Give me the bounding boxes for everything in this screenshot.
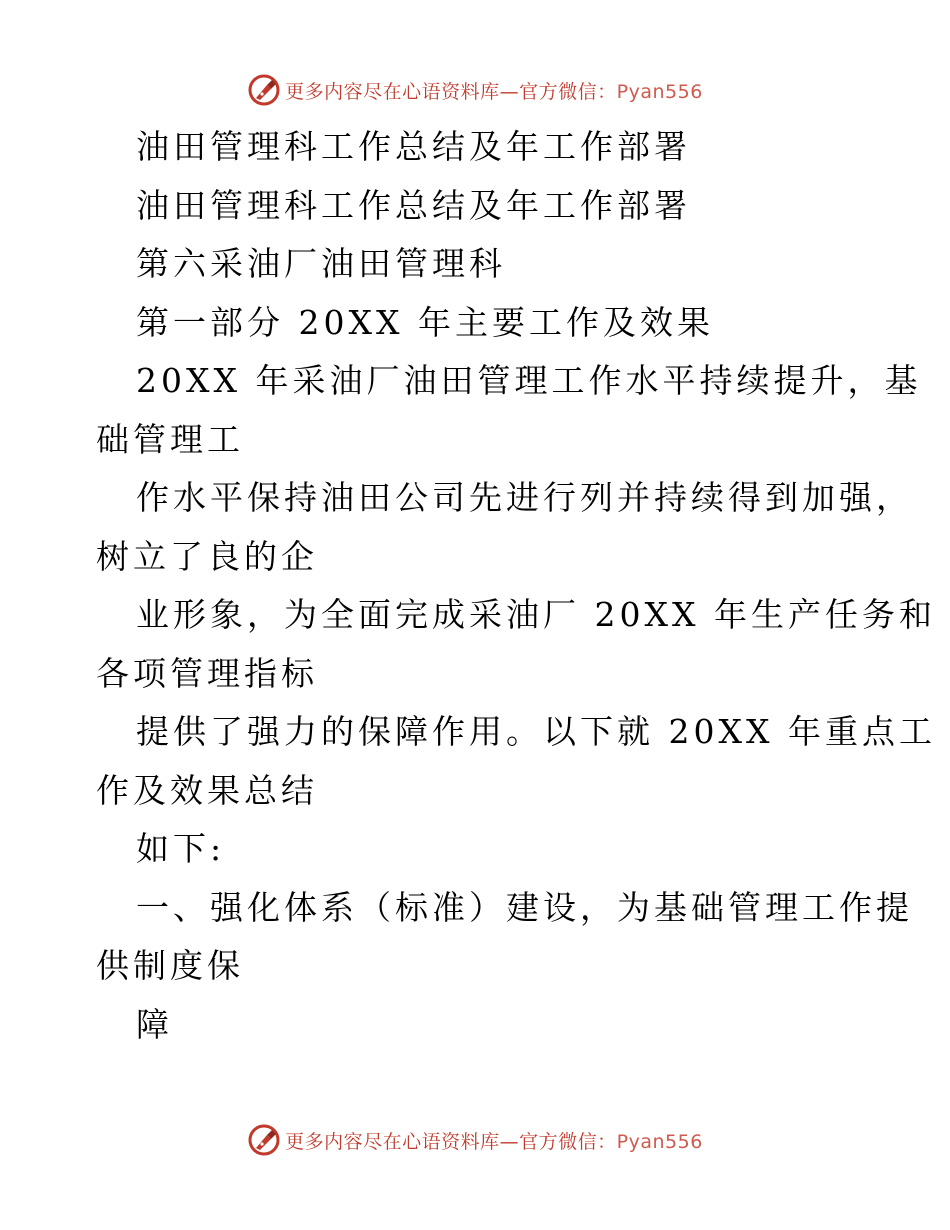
header-banner-main: 更多内容尽在心语资料库—官方微信： (285, 80, 617, 103)
footer-banner (0, 1120, 950, 1160)
paragraph-line: 作水平保持油田公司先进行列并持续得到加强， (136, 478, 913, 517)
header-banner-inner (247, 73, 703, 107)
paragraph-line: 作及效果总结 (96, 770, 318, 810)
paragraph-line: 提供了强力的保障作用。以下就 20XX 年重点工 (136, 712, 936, 751)
section-heading: 第一部分 20XX 年主要工作及效果 (136, 302, 714, 342)
footer-banner-inner (247, 1123, 703, 1157)
header-banner-wechat-id: Pyan556 (616, 80, 703, 103)
fountain-pen-logo-icon (247, 73, 281, 107)
paragraph-line: 如下: (136, 829, 226, 868)
header-banner (0, 70, 950, 110)
header-banner-text (285, 77, 703, 104)
paragraph-line: 业形象，为全面完成采油厂 20XX 年生产任务和 (136, 595, 936, 634)
document-title-repeat: 油田管理科工作总结及年工作部署 (136, 185, 691, 225)
subsection-heading: 一、强化体系（标准）建设，为基础管理工作提 (136, 887, 913, 927)
footer-banner-main: 更多内容尽在心语资料库—官方微信： (285, 1130, 617, 1153)
paragraph-line: 各项管理指标 (96, 653, 318, 693)
document-body (96, 118, 936, 1054)
paragraph-line: 树立了良的企 (96, 536, 318, 576)
footer-banner-text (285, 1127, 703, 1154)
document-title: 油田管理科工作总结及年工作部署 (136, 127, 691, 166)
fountain-pen-logo-icon (247, 1123, 281, 1157)
footer-banner-wechat-id: Pyan556 (616, 1130, 703, 1153)
document-author: 第六采油厂油田管理科 (136, 244, 506, 283)
paragraph-line: 20XX 年采油厂油田管理工作水平持续提升，基 (136, 361, 922, 400)
paragraph-line: 础管理工 (96, 419, 244, 459)
subsection-heading-continued: 供制度保 (96, 946, 244, 985)
subsection-heading-continued: 障 (136, 1004, 173, 1044)
